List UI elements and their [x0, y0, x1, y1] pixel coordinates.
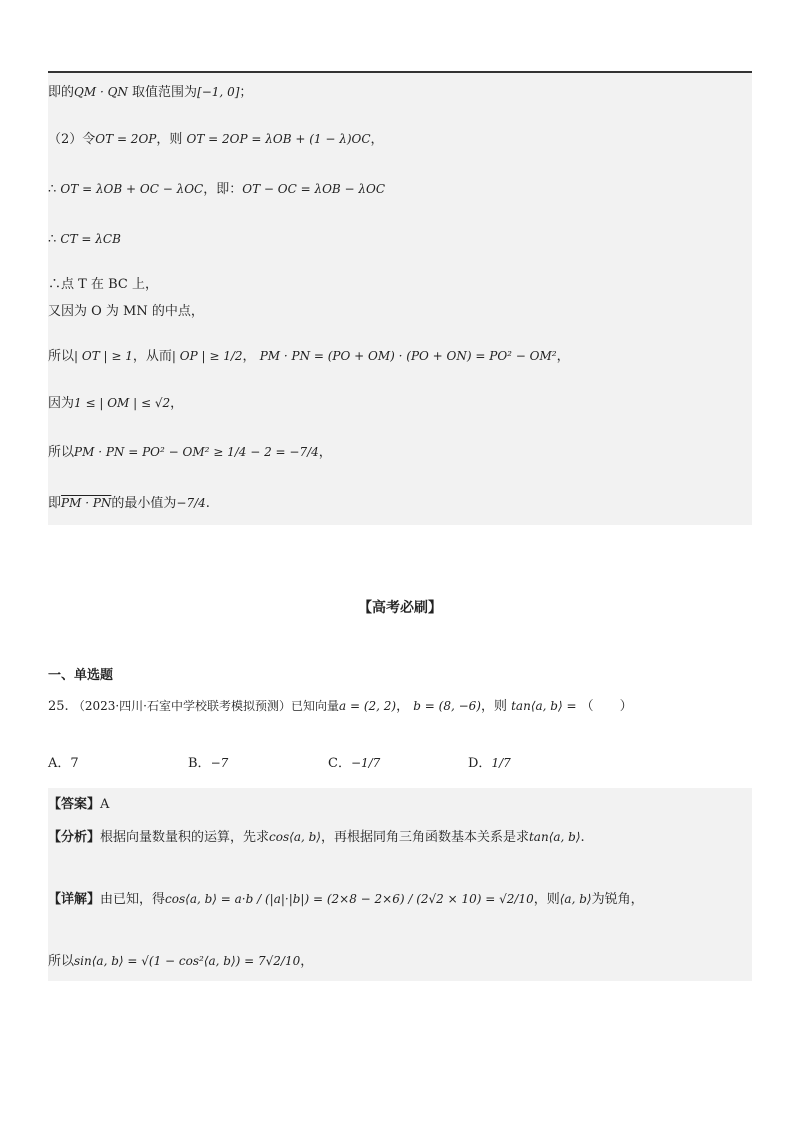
solution-line-8: 因为1 ≤ | OM | ≤ √2，: [48, 396, 184, 411]
solution-line-4: ∴ CT = λCB: [48, 232, 121, 247]
detail-label: 【详解】: [48, 892, 101, 907]
answer-line: [48, 796, 109, 814]
section-title: 【高考必刷】: [358, 600, 442, 616]
math-range: [−1, 0]: [197, 85, 240, 99]
solution-line-2: （2）令OT = 2OP，则 OT = 2OP = λOB + (1 − λ)OC，: [48, 132, 384, 147]
answer-label: 【答案】: [48, 797, 101, 812]
solution-line-3: ∴ OT = λOB + OC − λOC，即：OT − OC = λOB − λOC: [48, 182, 386, 197]
option-c[interactable]: C．−1/7: [328, 756, 381, 771]
solution-line-7: 所以| OT | ≥ 1，从而| OP | ≥ 1/2， PM · PN = (PO + OM) · (PO + ON) = PO² − OM²，: [48, 349, 570, 364]
solution-line-6: 又因为 O 为 MN 的中点，: [48, 304, 204, 319]
detail-line-2: 所以sin⟨a, b⟩ = √(1 − cos²⟨a, b⟩) = 7√2/10，: [48, 954, 314, 969]
analysis-line: 【分析】根据向量数量积的运算，先求cos⟨a, b⟩，再根据同角三角函数基本关系是求tan⟨a, b⟩.: [48, 830, 585, 845]
math-qm-qn: QM · QN: [74, 85, 128, 99]
option-b[interactable]: B．−7: [188, 756, 229, 771]
solution-line-10: 即PM · PN的最小值为−7/4.: [48, 496, 210, 511]
question-number: 25.: [48, 699, 69, 714]
question-25: 25. （2023·四川·石室中学校联考模拟预测）已知向量a = (2, 2)， b = (8, −6)，则 tan⟨a, b⟩ = （ ）: [48, 699, 633, 714]
solution-line-1: 即的QM · QN 取值范围为[−1, 0]；: [48, 85, 253, 100]
detail-line-1: 【详解】由已知，得cos⟨a, b⟩ = a·b / (|a|·|b|) = (2×8 − 2×6) / (2√2 × 10) = √2/10，则⟨a, b⟩为锐角，: [48, 892, 644, 907]
option-d[interactable]: D．1/7: [468, 756, 511, 771]
analysis-label: 【分析】: [48, 830, 101, 845]
solution-line-9: 所以PM · PN = PO² − OM² ≥ 1/4 − 2 = −7/4，: [48, 445, 332, 460]
solution-line-5: ∴点 T 在 BC 上，: [48, 277, 158, 292]
option-a[interactable]: A．7: [48, 756, 79, 771]
answer-value: A: [100, 797, 110, 812]
section-heading: 一、单选题: [48, 668, 114, 683]
